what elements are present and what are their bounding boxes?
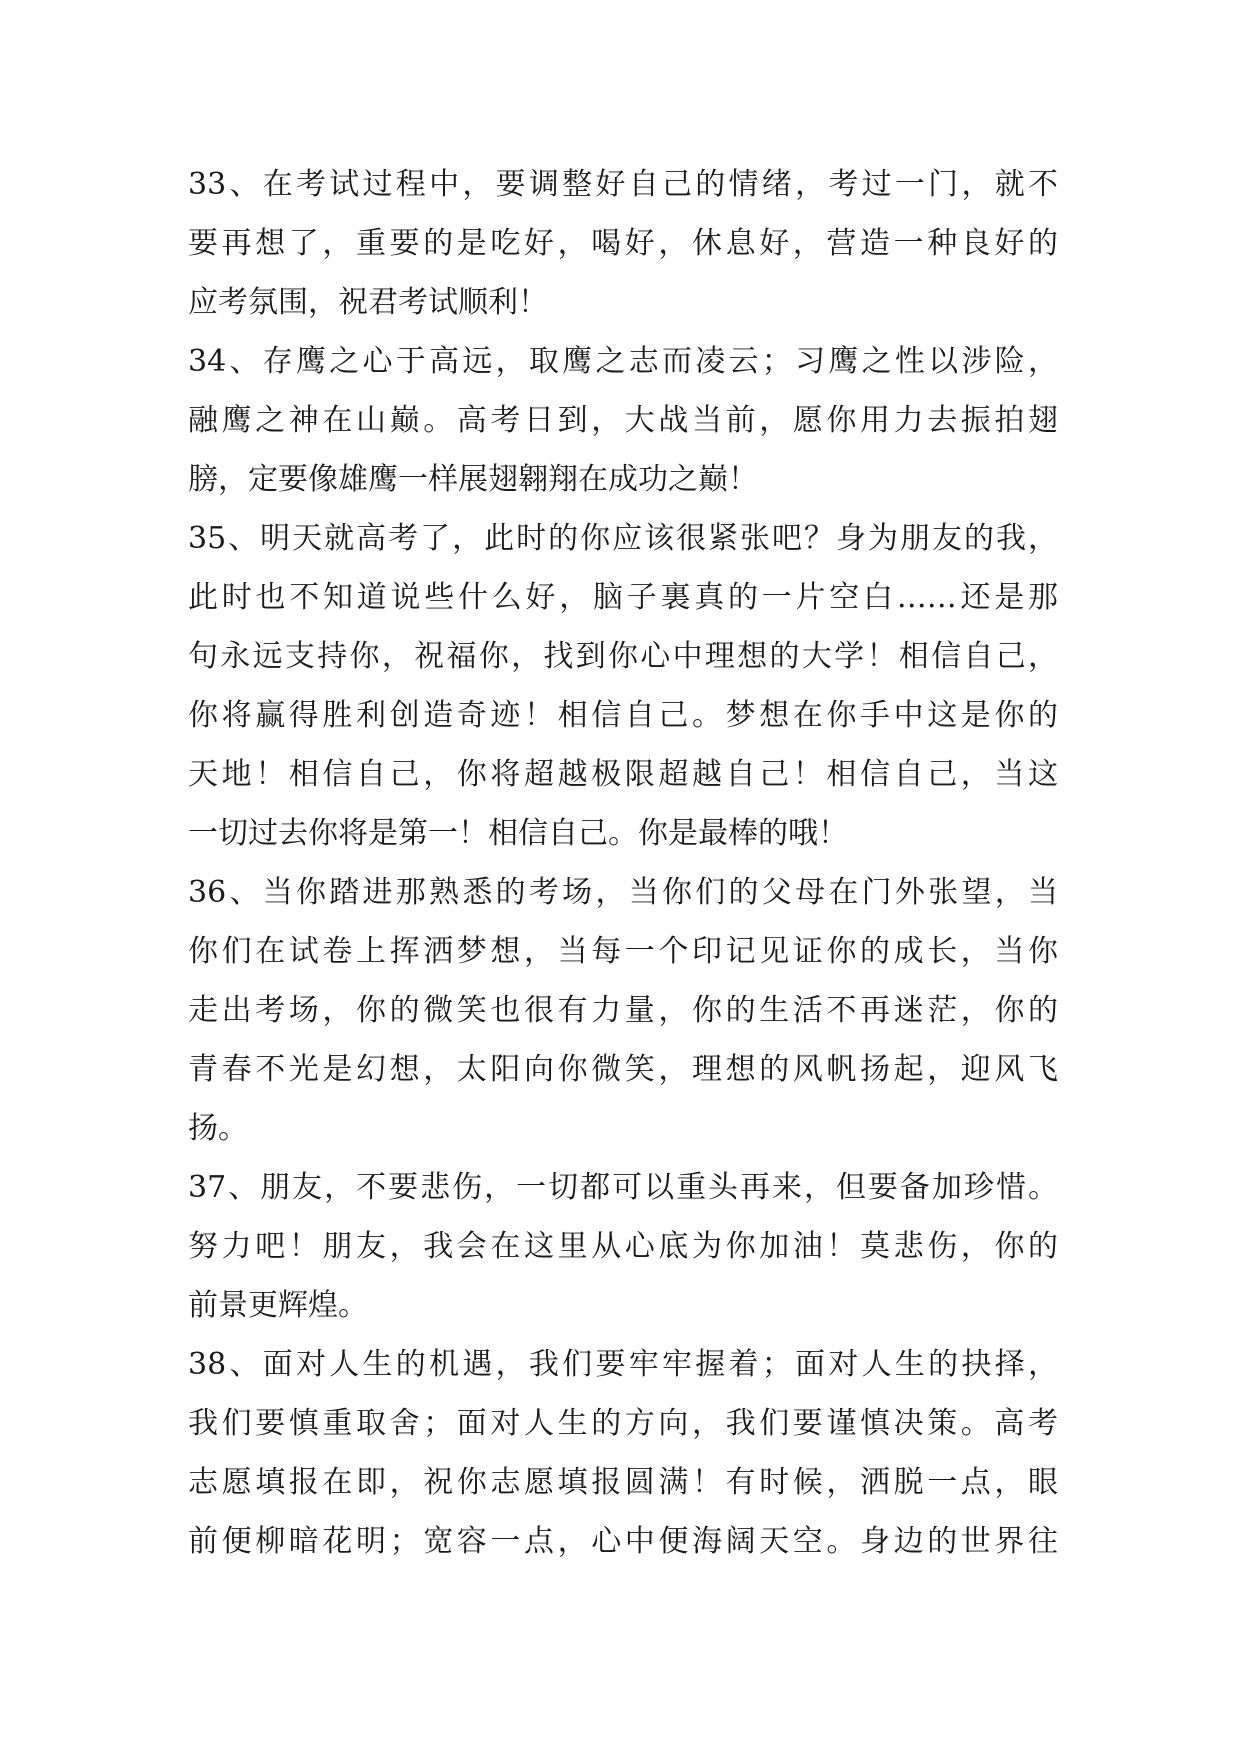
text-line: 青春不光是幻想，太阳向你微笑，理想的风帆扬起，迎风飞 bbox=[188, 1052, 1058, 1087]
text-line: 走出考场，你的微笑也很有力量，你的生活不再迷茫，你的 bbox=[188, 993, 1058, 1028]
text-line: 扬。 bbox=[188, 1111, 248, 1146]
text-line: 天地！相信自己，你将超越极限超越自己！相信自己，当这 bbox=[188, 757, 1058, 792]
text-line: 一切过去你将是第一！相信自己。你是最棒的哦！ bbox=[188, 816, 848, 851]
text-line: 你们在试卷上挥洒梦想，当每一个印记见证你的成长，当你 bbox=[188, 934, 1058, 969]
text-line: 努力吧！朋友，我会在这里从心底为你加油！莫悲伤，你的 bbox=[188, 1229, 1058, 1264]
text-line: 前便柳暗花明；宽容一点，心中便海阔天空。身边的世界往 bbox=[188, 1524, 1058, 1559]
document-body bbox=[188, 155, 1058, 1571]
paragraph-34 bbox=[188, 332, 1058, 509]
text-line: 你将赢得胜利创造奇迹！相信自己。梦想在你手中这是你的 bbox=[188, 698, 1058, 733]
text-line: 此时也不知道说些什么好，脑子裏真的一片空白……还是那 bbox=[188, 580, 1058, 615]
text-line: 前景更辉煌。 bbox=[188, 1288, 368, 1323]
text-line: 融鹰之神在山巅。高考日到，大战当前，愿你用力去振拍翅 bbox=[188, 403, 1058, 438]
text-line: 要再想了，重要的是吃好，喝好，休息好，营造一种良好的 bbox=[188, 226, 1058, 261]
text-line: 37、朋友，不要悲伤，一切都可以重头再来，但要备加珍惜。 bbox=[188, 1170, 1058, 1205]
paragraph-33 bbox=[188, 155, 1058, 332]
paragraph-35 bbox=[188, 509, 1058, 863]
text-line: 34、存鹰之心于高远，取鹰之志而凌云；习鹰之性以涉险， bbox=[188, 344, 1058, 379]
paragraph-38 bbox=[188, 1335, 1058, 1571]
text-line: 膀，定要像雄鹰一样展翅翱翔在成功之巅！ bbox=[188, 462, 758, 497]
text-line: 35、明天就高考了，此时的你应该很紧张吧？身为朋友的我， bbox=[188, 521, 1058, 556]
paragraph-37 bbox=[188, 1158, 1058, 1335]
text-line: 36、当你踏进那熟悉的考场，当你们的父母在门外张望，当 bbox=[188, 875, 1058, 910]
text-line: 句永远支持你，祝福你，找到你心中理想的大学！相信自己， bbox=[188, 639, 1058, 674]
text-line: 我们要慎重取舍；面对人生的方向，我们要谨慎决策。高考 bbox=[188, 1406, 1058, 1441]
text-line: 志愿填报在即，祝你志愿填报圆满！有时候，洒脱一点，眼 bbox=[188, 1465, 1058, 1500]
paragraph-36 bbox=[188, 863, 1058, 1158]
text-line: 应考氛围，祝君考试顺利！ bbox=[188, 285, 548, 320]
text-line: 38、面对人生的机遇，我们要牢牢握着；面对人生的抉择， bbox=[188, 1347, 1058, 1382]
text-line: 33、在考试过程中，要调整好自己的情绪，考过一门，就不 bbox=[188, 167, 1058, 202]
